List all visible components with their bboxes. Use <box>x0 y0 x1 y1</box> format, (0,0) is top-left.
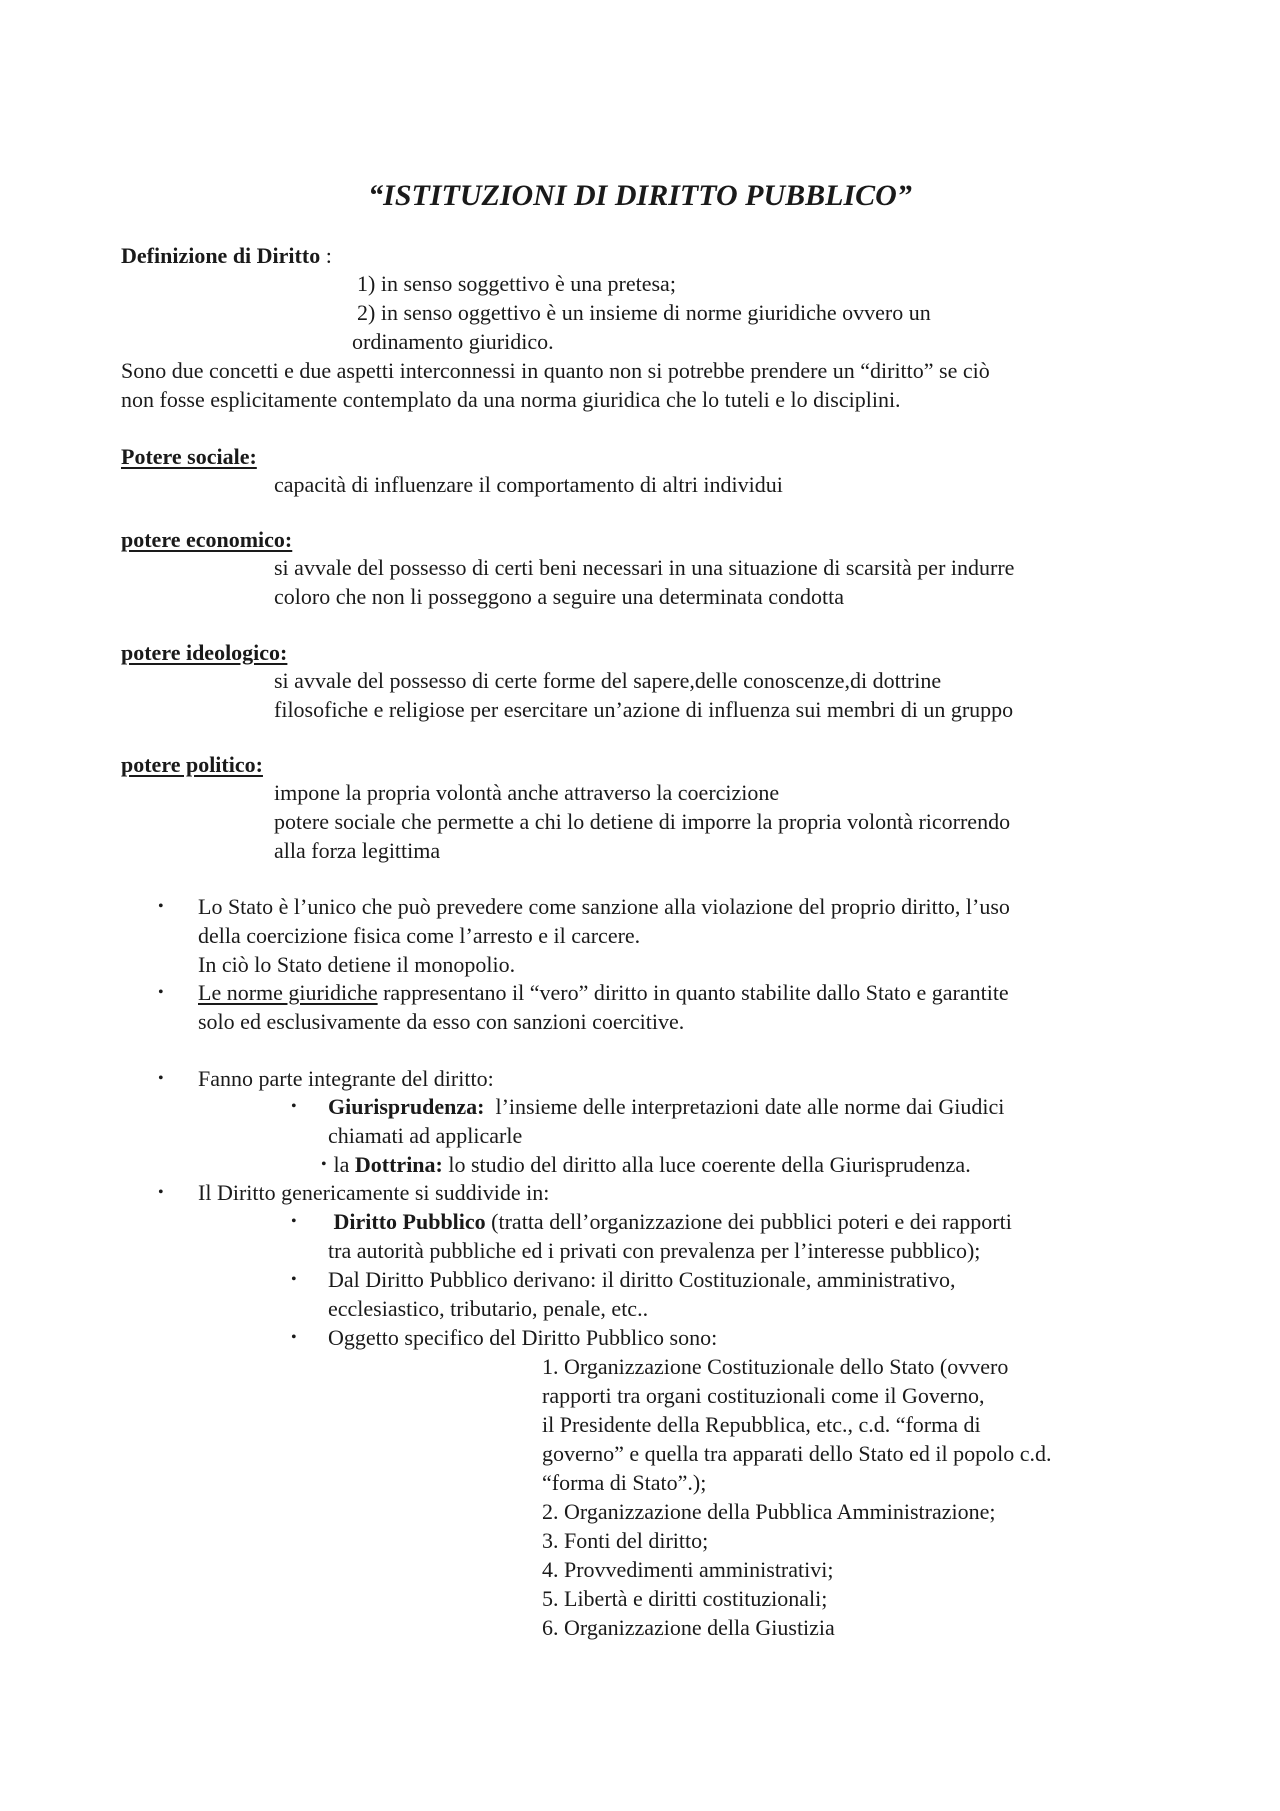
potere-ideologico-text-line-1: si avvale del possesso di certe forme del sapere,delle conoscenze,di dottrine <box>274 668 942 693</box>
sub-bullet-dottrina <box>328 1154 971 1176</box>
oggetto-item-5: 5. Libertà e diritti costituzionali; <box>542 1586 828 1611</box>
bullet-marker: • <box>158 898 164 915</box>
potere-politico-heading: potere politico: <box>121 752 263 777</box>
definizione-heading-line <box>121 245 332 267</box>
potere-politico-text-line-3: alla forza legittima <box>274 838 441 863</box>
sub-bullet-giurisprudenza-line-1 <box>328 1096 1004 1118</box>
oggetto-item-3: 3. Fonti del diritto; <box>542 1528 709 1553</box>
potere-ideologico-text-line-2: filosofiche e religiose per esercitare un’azione di influenza sui membri di un gruppo <box>274 697 1014 722</box>
potere-economico-heading: potere economico: <box>121 527 293 552</box>
oggetto-item-1-line-1: 1. Organizzazione Costituzionale dello Stato (ovvero <box>542 1354 1009 1379</box>
sub-bullet-giurisprudenza-line-2: chiamati ad applicarle <box>328 1123 523 1148</box>
bullet-marker: • <box>158 984 164 1001</box>
dottrina-definition: lo studio del diritto alla luce coerente della Giurisprudenza. <box>442 1152 971 1177</box>
definizione-item-2-line-2: ordinamento giuridico. <box>352 329 554 354</box>
sub-bullet-diritto-pubblico-line-2: tra autorità pubbliche ed i privati con prevalenza per l’interesse pubblico); <box>328 1238 981 1263</box>
diritto-pubblico-term: Diritto Pubblico <box>328 1209 486 1234</box>
oggetto-item-1-line-2: rapporti tra organi costituzionali come il Governo, <box>542 1383 985 1408</box>
oggetto-item-6: 6. Organizzazione della Giustizia <box>542 1615 835 1640</box>
potere-ideologico-heading: potere ideologico: <box>121 640 288 665</box>
dottrina-prefix: la <box>328 1152 355 1177</box>
bullet-1-line-2: della coercizione fisica come l’arresto e il carcere. <box>198 923 641 948</box>
bullet-marker: • <box>158 1184 164 1201</box>
norme-giuridiche-term: Le norme giuridiche <box>198 980 378 1005</box>
potere-economico-text-line-2: coloro che non li posseggono a seguire una determinata condotta <box>274 584 844 609</box>
potere-politico-text-line-2: potere sociale che permette a chi lo detiene di imporre la propria volontà ricorrendo <box>274 809 1011 834</box>
definizione-item-2-line-1: 2) in senso oggettivo è un insieme di norme giuridiche ovvero un <box>357 300 931 325</box>
sub-bullet-marker: • <box>291 1271 297 1288</box>
bullet-marker: • <box>158 1070 164 1087</box>
oggetto-item-2: 2. Organizzazione della Pubblica Amministrazione; <box>542 1499 996 1524</box>
oggetto-item-1-line-4: governo” e quella tra apparati dello Stato ed il popolo c.d. <box>542 1441 1052 1466</box>
definizione-paragraph-line-1: Sono due concetti e due aspetti interconnessi in quanto non si potrebbe prendere un “diritto” se ciò <box>121 358 990 383</box>
definizione-colon: : <box>320 243 332 268</box>
oggetto-item-1-line-3: il Presidente della Repubblica, etc., c.d. “forma di <box>542 1412 981 1437</box>
sub-bullet-derivano-line-1: Dal Diritto Pubblico derivano: il diritto Costituzionale, amministrativo, <box>328 1267 956 1292</box>
potere-sociale-heading: Potere sociale: <box>121 444 257 469</box>
document-title: “ISTITUZIONI DI DIRITTO PUBBLICO” <box>368 179 912 212</box>
diritto-pubblico-definition: (tratta dell’organizzazione dei pubblici poteri e dei rapporti <box>485 1209 1012 1234</box>
sub-bullet-marker: • <box>291 1329 297 1346</box>
potere-politico-text-line-1: impone la propria volontà anche attraverso la coercizione <box>274 780 780 805</box>
bullet-2-line-1-rest: rappresentano il “vero” diritto in quanto stabilite dallo Stato e garantite <box>377 980 1009 1005</box>
sub-bullet-derivano-line-2: ecclesiastico, tributario, penale, etc.. <box>328 1296 649 1321</box>
bullet-1-line-3: In ciò lo Stato detiene il monopolio. <box>198 952 516 977</box>
potere-sociale-text: capacità di influenzare il comportamento di altri individui <box>274 472 783 497</box>
sub-bullet-marker: • <box>321 1156 327 1173</box>
oggetto-item-4: 4. Provvedimenti amministrativi; <box>542 1557 834 1582</box>
potere-economico-text-line-1: si avvale del possesso di certi beni necessari in una situazione di scarsità per indurre <box>274 555 1015 580</box>
sub-bullet-marker: • <box>291 1098 297 1115</box>
bullet-2-line-1 <box>198 982 1009 1004</box>
bullet-1-line-1: Lo Stato è l’unico che può prevedere come sanzione alla violazione del proprio diritto, l’uso <box>198 894 1010 919</box>
definizione-item-1: 1) in senso soggettivo è una pretesa; <box>357 271 676 296</box>
definizione-heading: Definizione di Diritto <box>121 243 321 268</box>
dottrina-term: Dottrina: <box>354 1152 443 1177</box>
bullet-3-text: Fanno parte integrante del diritto: <box>198 1066 494 1091</box>
sub-bullet-diritto-pubblico-line-1 <box>328 1211 1012 1233</box>
sub-bullet-marker: • <box>291 1213 297 1230</box>
bullet-2-line-2: solo ed esclusivamente da esso con sanzioni coercitive. <box>198 1009 685 1034</box>
bullet-4-text: Il Diritto genericamente si suddivide in: <box>198 1180 550 1205</box>
giurisprudenza-definition: l’insieme delle interpretazioni date alle norme dai Giudici <box>484 1094 1005 1119</box>
sub-bullet-oggetto: Oggetto specifico del Diritto Pubblico sono: <box>328 1325 718 1350</box>
oggetto-item-1-line-5: “forma di Stato”.); <box>542 1470 707 1495</box>
giurisprudenza-term: Giurisprudenza: <box>328 1094 485 1119</box>
definizione-paragraph-line-2: non fosse esplicitamente contemplato da una norma giuridica che lo tuteli e lo disciplini. <box>121 387 901 412</box>
